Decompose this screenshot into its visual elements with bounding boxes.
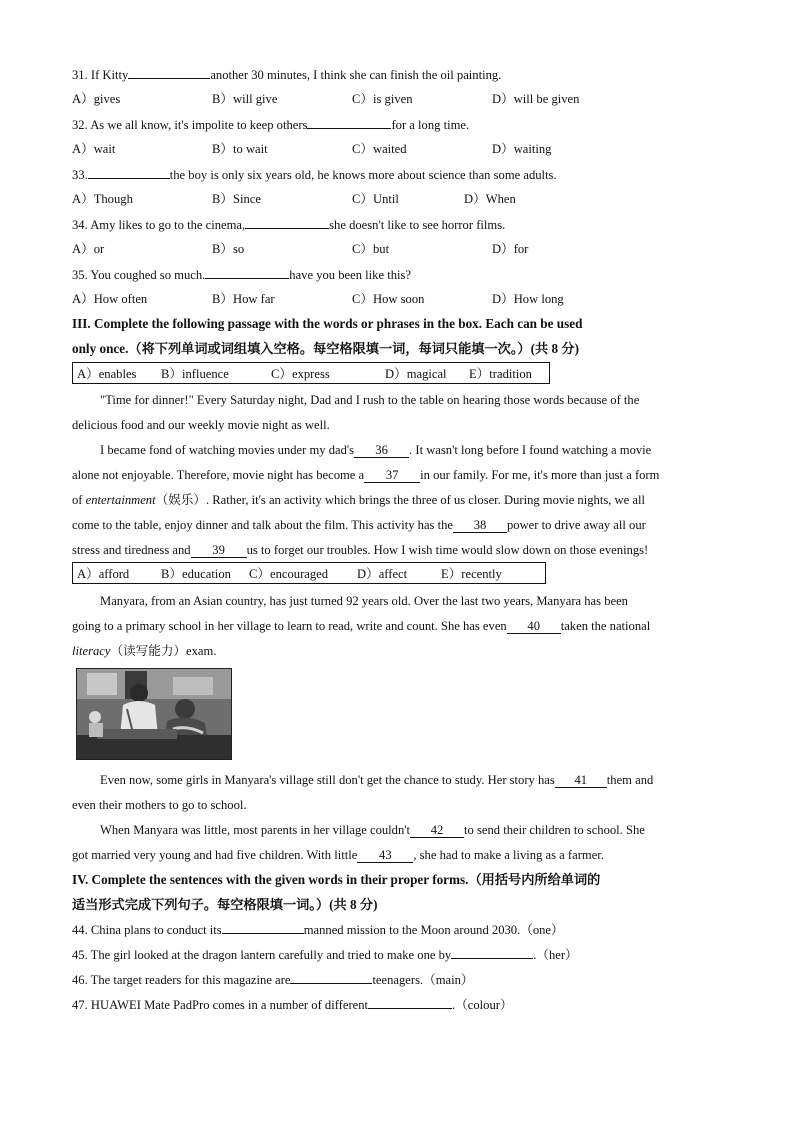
- word-option: E）recently: [441, 567, 502, 581]
- option-b[interactable]: B）to wait: [212, 142, 268, 156]
- photo-illustration: [77, 669, 231, 759]
- word-option: A）enables: [77, 367, 137, 381]
- passage-2-paragraph-3-line2: [72, 847, 604, 863]
- answer-blank[interactable]: [290, 971, 372, 984]
- passage-1-paragraph-2-line4: [72, 517, 646, 533]
- passage-1-paragraph-1-cont: delicious food and our weekly movie night as well.: [72, 418, 330, 432]
- passage-text: them and: [606, 773, 654, 787]
- passage-text: . It wasn't long before I found watching a movie: [409, 443, 652, 457]
- question-text: 33.: [72, 168, 88, 182]
- passage-text: got married very young and had five children. With little: [72, 848, 358, 862]
- passage-1-paragraph-2-line3: [72, 492, 645, 508]
- answer-blank[interactable]: [205, 266, 289, 279]
- question-text: manned mission to the Moon around 2030.（one）: [303, 923, 564, 937]
- blank-41[interactable]: 41: [555, 773, 607, 788]
- question-text: 45. The girl looked at the dragon lantern carefully and tried to make one by: [72, 948, 452, 962]
- blank-36[interactable]: 36: [354, 443, 409, 458]
- option-c[interactable]: C）waited: [352, 142, 407, 156]
- passage-1-paragraph-2-line2: [72, 467, 659, 483]
- question-text: for a long time.: [391, 118, 470, 132]
- passage-2-paragraph-2-line2: even their mothers to go to school.: [72, 798, 247, 812]
- question-32: [72, 116, 469, 133]
- word-box-1: [72, 362, 550, 384]
- question-text: 34. Amy likes to go to the cinema,: [72, 218, 246, 232]
- option-a[interactable]: A）gives: [72, 92, 121, 106]
- option-b[interactable]: B）will give: [212, 92, 278, 106]
- blank-39[interactable]: 39: [191, 543, 247, 558]
- option-d[interactable]: D）waiting: [492, 142, 552, 156]
- question-text: .（her）: [533, 948, 578, 962]
- section-3-title-line1: III. Complete the following passage with the words or phrases in the box. Each can be used: [72, 316, 583, 331]
- answer-blank[interactable]: [88, 166, 170, 179]
- passage-text: stress and tiredness and: [72, 543, 191, 557]
- blank-38[interactable]: 38: [453, 518, 507, 533]
- section-4-title-line2: 适当形式完成下列句子。每空格限填一词。）(共 8 分): [72, 897, 378, 912]
- question-text: have you been like this?: [289, 268, 411, 282]
- question-46: [72, 971, 474, 988]
- word-option: B）education: [161, 567, 231, 581]
- word-option: A）afford: [77, 567, 130, 581]
- question-text: the boy is only six years old, he knows more about science than some adults.: [169, 168, 557, 182]
- blank-43[interactable]: 43: [357, 848, 413, 863]
- passage-1-paragraph-1: "Time for dinner!" Every Saturday night, Dad and I rush to the table on hearing those words because of the: [100, 393, 640, 407]
- word-option: B）influence: [161, 367, 229, 381]
- question-text: 35. You coughed so much.: [72, 268, 206, 282]
- question-35: [72, 266, 411, 283]
- passage-text: When Manyara was little, most parents in her village couldn't: [100, 823, 411, 837]
- passage-text: alone not enjoyable. Therefore, movie night has become a: [72, 468, 365, 482]
- passage-2-paragraph-1-line3: [72, 643, 216, 659]
- passage-text: （读写能力）exam.: [110, 644, 217, 658]
- word-option: C）encouraged: [249, 567, 329, 581]
- answer-blank[interactable]: [368, 996, 452, 1009]
- question-text: 32. As we all know, it's impolite to keep others: [72, 118, 308, 132]
- option-a[interactable]: A）wait: [72, 142, 116, 156]
- passage-text: , she had to make a living as a farmer.: [413, 848, 604, 862]
- blank-42[interactable]: 42: [410, 823, 464, 838]
- passage-2-paragraph-1-line2: [72, 618, 650, 634]
- option-d[interactable]: D）for: [492, 242, 529, 256]
- option-a[interactable]: A）or: [72, 242, 105, 256]
- option-b[interactable]: B）so: [212, 242, 245, 256]
- passage-term: entertainment: [85, 493, 156, 507]
- answer-blank[interactable]: [451, 946, 533, 959]
- blank-40[interactable]: 40: [507, 619, 561, 634]
- word-option: D）magical: [385, 367, 447, 381]
- question-34: [72, 216, 505, 233]
- passage-text: us to forget our troubles. How I wish time would slow down on those evenings!: [246, 543, 649, 557]
- question-text: 47. HUAWEI Mate PadPro comes in a number of different: [72, 998, 369, 1012]
- classroom-photo: [76, 668, 232, 760]
- answer-blank[interactable]: [245, 216, 329, 229]
- question-text: 44. China plans to conduct its: [72, 923, 222, 937]
- question-47: [72, 996, 513, 1013]
- passage-text: power to drive away all our: [506, 518, 646, 532]
- passage-2-paragraph-3: [100, 822, 645, 838]
- passage-2-paragraph-2: [100, 772, 653, 788]
- answer-blank[interactable]: [307, 116, 391, 129]
- answer-blank[interactable]: [128, 66, 210, 79]
- question-text: another 30 minutes, I think she can finish the oil painting.: [210, 68, 502, 82]
- question-31: [72, 66, 501, 83]
- passage-text: come to the table, enjoy dinner and talk about the film. This activity has the: [72, 518, 453, 532]
- word-box-2: [72, 562, 546, 584]
- section-4-title-line1: IV. Complete the sentences with the given words in their proper forms.（用括号内所给单词的: [72, 872, 601, 887]
- passage-1-paragraph-2-line5: [72, 542, 648, 558]
- passage-text: （娱乐）. Rather, it's an activity which brings the three of us closer. During movie nights, we all: [155, 493, 645, 507]
- option-b[interactable]: B）How far: [212, 292, 275, 306]
- passage-term: literacy: [72, 644, 111, 658]
- option-a[interactable]: A）How often: [72, 292, 148, 306]
- option-c[interactable]: C）How soon: [352, 292, 425, 306]
- option-d[interactable]: D）When: [464, 192, 516, 206]
- option-d[interactable]: D）How long: [492, 292, 564, 306]
- word-option: C）express: [271, 367, 330, 381]
- option-c[interactable]: C）is given: [352, 92, 413, 106]
- question-text: 31. If Kitty: [72, 68, 129, 82]
- word-option: E）tradition: [469, 367, 532, 381]
- option-c[interactable]: C）Until: [352, 192, 399, 206]
- passage-1-paragraph-2: [100, 442, 651, 458]
- question-text: 46. The target readers for this magazine are: [72, 973, 291, 987]
- passage-text: in our family. For me, it's more than just a form: [420, 468, 660, 482]
- question-44: [72, 921, 564, 938]
- question-33: [72, 166, 557, 183]
- passage-text: Even now, some girls in Manyara's village still don't get the chance to study. Her story has: [100, 773, 555, 787]
- passage-text: going to a primary school in her village to learn to read, write and count. She has even: [72, 619, 507, 633]
- answer-blank[interactable]: [222, 921, 304, 934]
- question-text: .（colour）: [452, 998, 513, 1012]
- option-b[interactable]: B）Since: [212, 192, 261, 206]
- passage-text: of: [72, 493, 83, 507]
- passage-text: to send their children to school. She: [464, 823, 645, 837]
- word-option: D）affect: [357, 567, 408, 581]
- passage-text: I became fond of watching movies under my dad's: [100, 443, 355, 457]
- question-text: she doesn't like to see horror films.: [329, 218, 506, 232]
- section-3-title-line2: only once.（将下列单词或词组填入空格。每空格限填一词，每词只能填一次。）(共 8 分): [72, 341, 579, 356]
- blank-37[interactable]: 37: [364, 468, 420, 483]
- option-a[interactable]: A）Though: [72, 192, 133, 206]
- question-text: teenagers.（main）: [372, 973, 474, 987]
- passage-text: taken the national: [560, 619, 651, 633]
- option-d[interactable]: D）will be given: [492, 92, 580, 106]
- option-c[interactable]: C）but: [352, 242, 390, 256]
- question-45: [72, 946, 578, 963]
- passage-2-paragraph-1: Manyara, from an Asian country, has just turned 92 years old. Over the last two years, Manyara has been: [100, 594, 628, 608]
